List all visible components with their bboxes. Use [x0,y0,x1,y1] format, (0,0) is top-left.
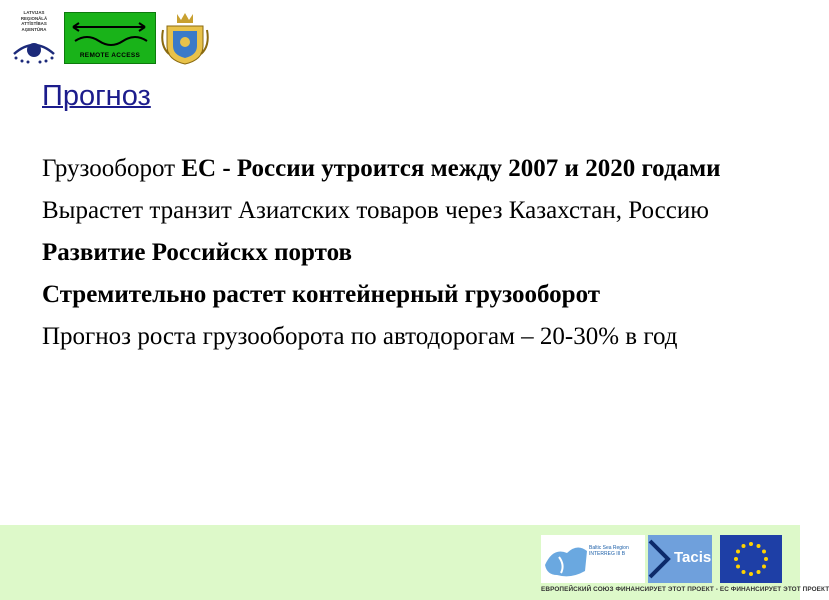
slide-title: Прогноз [42,80,151,112]
coat-of-arms-icon [160,10,210,66]
bullet-text-bold: Развитие Российскх портов [42,239,352,266]
remote-access-logo [64,12,156,64]
tacis-chevron-icon [648,535,672,583]
baltic-sea-region-logo [541,535,645,583]
eu-star-icon [734,557,738,561]
eu-star-icon [736,565,740,569]
bullet-text-bold: ЕС - России утроится между 2007 и 2020 годами [181,155,721,182]
eu-star-icon [736,550,740,554]
bullet-item [42,237,782,269]
eu-star-icon [764,557,768,561]
bullet-list [42,153,782,363]
footer-caption: ЕВРОПЕЙСКИЙ СОЮЗ ФИНАНСИРУЕТ ЭТОТ ПРОЕКТ - ЕС ФИНАНСИРУЕТ ЭТОТ ПРОЕКТ [541,586,829,593]
regional-agency-logo-text: LATVIJAS REĢIONĀLĀ ATTĪSTĪBAS AĢENTŪRA [20,10,48,32]
bullet-text: Грузооборот [42,155,182,182]
baltic-map-icon [541,535,591,583]
eu-flag-logo [720,535,782,583]
regional-agency-emblem [8,8,60,64]
bullet-item [42,279,782,311]
tacis-logo [648,535,712,583]
footer-band [0,525,829,600]
bullet-item [42,195,782,227]
eu-star-icon [757,570,761,574]
baltic-logo-text: Baltic Sea Region INTERREG III B [589,545,629,557]
eu-star-icon [762,550,766,554]
remote-access-label: REMOTE ACCESS [79,52,141,59]
eu-star-icon [742,570,746,574]
eu-star-icon [762,565,766,569]
coat-of-arms-logo [160,10,210,66]
regional-agency-logo [8,8,60,64]
tacis-label: Tacis [674,549,712,566]
bullet-text-bold: Стремительно растет контейнерный грузооборот [42,281,601,308]
bullet-text: Прогноз роста грузооборота по автодорогам – 20-30% в год [42,323,678,350]
eu-star-icon [757,544,761,548]
eu-star-icon [749,572,753,576]
eu-star-icon [742,544,746,548]
eu-star-icon [749,542,753,546]
bullet-text: Вырастет транзит Азиатских товаров через Казахстан, Россию [42,197,709,224]
bullet-item [42,321,782,353]
bullet-item [42,153,782,185]
eu-stars-icon [720,535,782,583]
remote-access-arrows-icon [65,15,155,53]
